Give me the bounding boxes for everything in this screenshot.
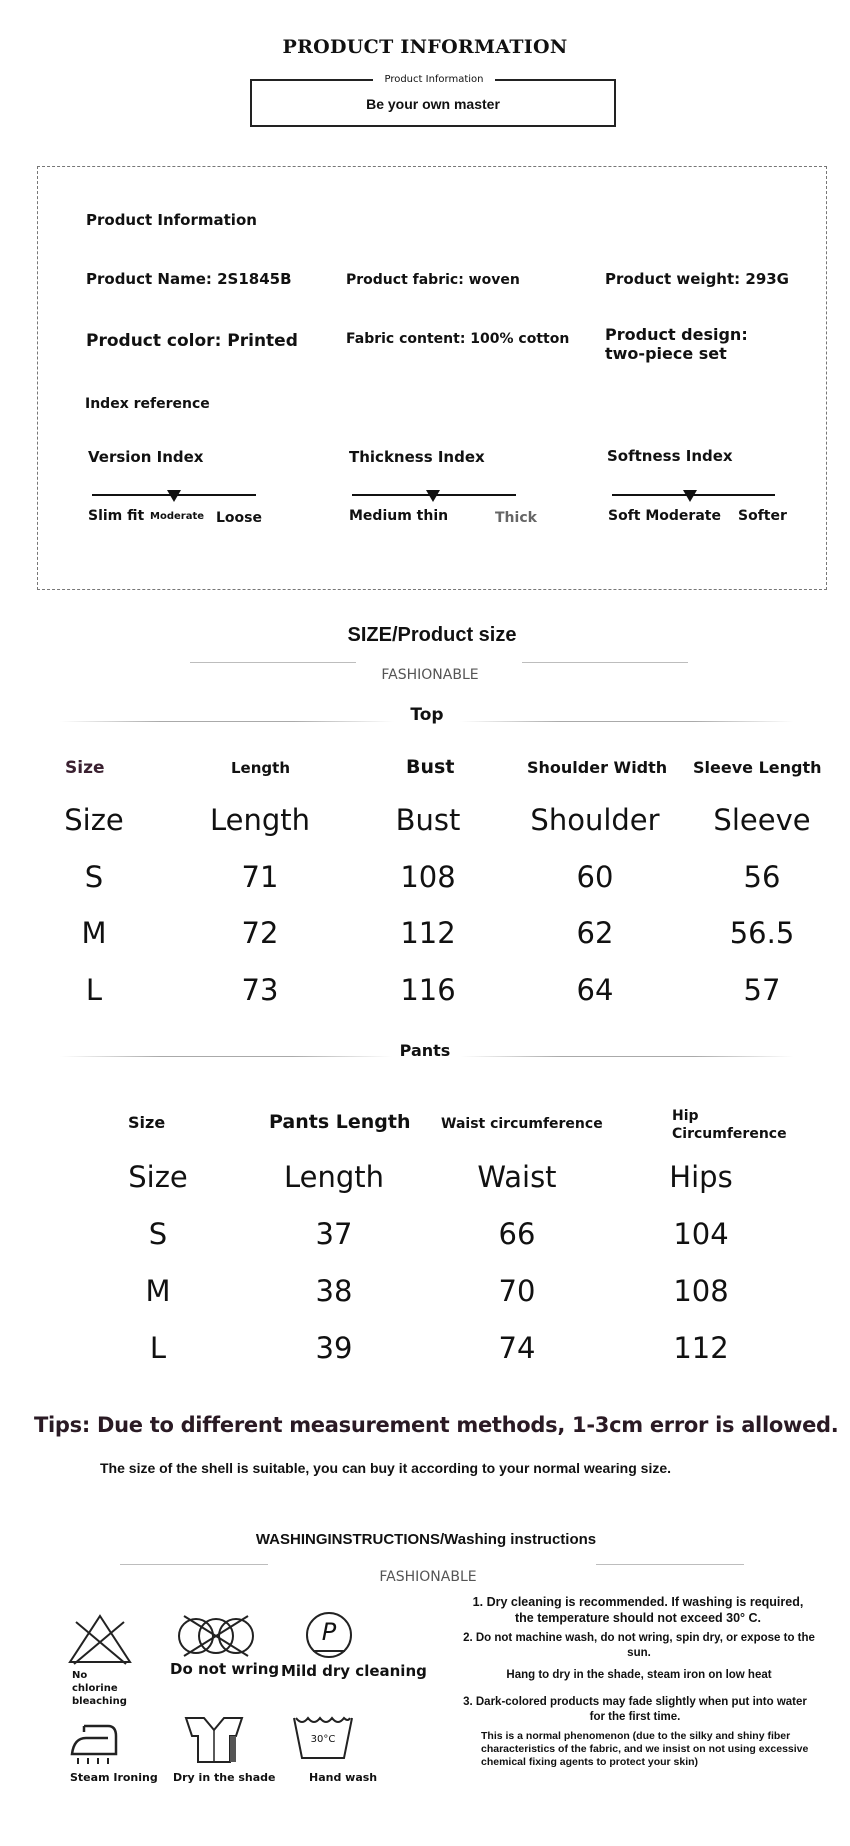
- do-not-wring-label: Do not wring: [170, 1660, 280, 1678]
- version-index-mid: Moderate: [150, 511, 205, 522]
- pants-header-hip: Hip Circumference: [672, 1108, 787, 1142]
- page-title: PRODUCT INFORMATION: [282, 36, 568, 58]
- pants-table-cell-r2-c1: 38: [315, 1274, 353, 1308]
- pants-table-cell-r3-c2: 74: [498, 1331, 536, 1365]
- pants-table-cell-r0-c2: Waist: [477, 1160, 557, 1194]
- no-chlorine-bleaching-label: No chlorine bleaching: [72, 1670, 127, 1707]
- size-title-rule-right: [522, 662, 688, 663]
- top-header-size: Size: [65, 758, 105, 778]
- pants-header-size: Size: [128, 1113, 166, 1132]
- top-table-cell-r3-c0: L: [85, 973, 103, 1007]
- info-section-title: Product Information: [86, 211, 257, 229]
- version-index-left: Slim fit: [88, 508, 145, 524]
- mild-dry-cleaning-symbol: P: [321, 1618, 337, 1646]
- top-header-shoulder: Shoulder Width: [527, 758, 668, 777]
- thickness-index-right: Thick: [495, 510, 537, 526]
- instruction-1: 1. Dry cleaning is recommended. If washing is required, the temperature should not exceed 30° C.: [472, 1595, 804, 1625]
- pants-table-cell-r2-c0: M: [145, 1274, 171, 1308]
- top-table-cell-r0-c4: Sleeve: [713, 803, 811, 837]
- index-reference-title: Index reference: [85, 396, 210, 412]
- top-header-sleeve: Sleeve Length: [693, 758, 822, 777]
- pants-divider-left: [60, 1056, 392, 1057]
- instruction-2: 2. Do not machine wash, do not wring, spin dry, or expose to the sun.: [463, 1632, 815, 1659]
- pants-table-cell-r3-c1: 39: [315, 1331, 353, 1365]
- top-table-cell-r1-c4: 56: [743, 860, 781, 894]
- product-color: Product color: Printed: [86, 331, 298, 351]
- top-table-cell-r0-c0: Size: [64, 803, 124, 837]
- top-table-cell-r1-c2: 108: [400, 860, 456, 894]
- thickness-index-left: Medium thin: [349, 508, 449, 524]
- pants-table-cell-r1-c3: 104: [673, 1217, 729, 1251]
- pants-table-cell-r0-c0: Size: [128, 1160, 188, 1194]
- slogan-box-caption: Product Information: [373, 72, 495, 88]
- pants-table-cell-r3-c0: L: [149, 1331, 167, 1365]
- pants-table-cell-r0-c3: Hips: [669, 1160, 733, 1194]
- top-header-length: Length: [231, 759, 290, 777]
- steam-ironing-icon: [68, 1718, 122, 1766]
- no-chlorine-bleaching-icon: [66, 1612, 134, 1668]
- size-title-rule-left: [190, 662, 356, 663]
- fabric-content: Fabric content: 100% cotton: [346, 331, 570, 347]
- top-table-cell-r3-c2: 116: [400, 973, 456, 1007]
- washing-rule-right: [596, 1564, 744, 1565]
- pants-table-cell-r1-c0: S: [148, 1217, 168, 1251]
- slogan-box: [250, 74, 616, 127]
- version-index-marker: [167, 490, 181, 502]
- top-divider-right: [460, 721, 794, 722]
- pants-table-cell-r1-c1: 37: [315, 1217, 353, 1251]
- top-table-label: Top: [410, 705, 444, 725]
- size-section-title: SIZE/Product size: [347, 624, 517, 646]
- version-index-title: Version Index: [88, 448, 204, 466]
- top-table-cell-r1-c1: 71: [241, 860, 279, 894]
- product-info-panel: [37, 166, 827, 590]
- pants-table-label: Pants: [399, 1041, 451, 1060]
- top-table-cell-r1-c3: 60: [576, 860, 614, 894]
- pants-table-cell-r0-c1: Length: [283, 1160, 385, 1194]
- top-table-cell-r2-c4: 56.5: [729, 916, 795, 950]
- dry-in-shade-label: Dry in the shade: [173, 1771, 276, 1784]
- pants-table-cell-r3-c3: 112: [673, 1331, 729, 1365]
- thickness-index-marker: [426, 490, 440, 502]
- top-table-cell-r0-c3: Shoulder: [530, 803, 660, 837]
- tips-main: Tips: Due to different measurement methods, 1-3cm error is allowed.: [34, 1413, 839, 1437]
- top-table-cell-r1-c0: S: [84, 860, 104, 894]
- pants-table-cell-r2-c2: 70: [498, 1274, 536, 1308]
- dry-in-shade-icon: [184, 1712, 244, 1766]
- hand-wash-label: Hand wash: [309, 1771, 378, 1784]
- instruction-4: 3. Dark-colored products may fade slightly when put into water for the first time.: [463, 1696, 807, 1723]
- tips-sub: The size of the shell is suitable, you can buy it according to your normal wearing size.: [100, 1460, 672, 1476]
- top-divider-left: [60, 721, 394, 722]
- steam-ironing-label: Steam Ironing: [70, 1771, 158, 1784]
- product-design: Product design: two-piece set: [605, 325, 748, 363]
- top-table-cell-r2-c1: 72: [241, 916, 279, 950]
- top-header-bust: Bust: [406, 756, 455, 778]
- product-fabric: Product fabric: woven: [346, 272, 520, 288]
- hand-wash-symbol: 30°C: [310, 1734, 336, 1745]
- softness-index-marker: [683, 490, 697, 502]
- product-name: Product Name: 2S1845B: [86, 270, 292, 288]
- thickness-index-title: Thickness Index: [349, 448, 485, 466]
- top-table-cell-r0-c2: Bust: [395, 803, 461, 837]
- top-table-cell-r2-c0: M: [81, 916, 107, 950]
- pants-table-cell-r2-c3: 108: [673, 1274, 729, 1308]
- washing-title: WASHINGINSTRUCTIONS/Washing instructions: [255, 1531, 597, 1548]
- pants-header-waist: Waist circumference: [441, 1116, 603, 1132]
- top-table-cell-r3-c1: 73: [241, 973, 279, 1007]
- top-table-cell-r2-c2: 112: [400, 916, 456, 950]
- washing-subtitle: FASHIONABLE: [379, 1569, 477, 1585]
- slogan-text: Be your own master: [366, 96, 500, 112]
- size-section-subtitle: FASHIONABLE: [381, 667, 479, 683]
- do-not-wring-icon: [176, 1612, 256, 1660]
- top-table-cell-r3-c3: 64: [576, 973, 614, 1007]
- softness-index-right: Softer: [738, 508, 787, 524]
- instruction-5: This is a normal phenomenon (due to the silky and shiny fiber characteristics of the fabric, and we insist on not using excessive chemical fixing agents to protect your skin): [481, 1730, 809, 1768]
- instruction-3: Hang to dry in the shade, steam iron on low heat: [506, 1669, 772, 1681]
- top-table-cell-r3-c4: 57: [743, 973, 781, 1007]
- pants-header-length: Pants Length: [269, 1111, 411, 1133]
- washing-rule-left: [120, 1564, 268, 1565]
- top-table-cell-r2-c3: 62: [576, 916, 614, 950]
- version-index-right: Loose: [216, 510, 262, 526]
- softness-index-title: Softness Index: [607, 447, 733, 465]
- product-weight: Product weight: 293G: [605, 270, 789, 288]
- pants-table-cell-r1-c2: 66: [498, 1217, 536, 1251]
- top-table-cell-r0-c1: Length: [209, 803, 311, 837]
- mild-dry-cleaning-label: Mild dry cleaning: [281, 1662, 427, 1680]
- softness-index-left: Soft Moderate: [608, 508, 721, 524]
- pants-divider-right: [460, 1056, 794, 1057]
